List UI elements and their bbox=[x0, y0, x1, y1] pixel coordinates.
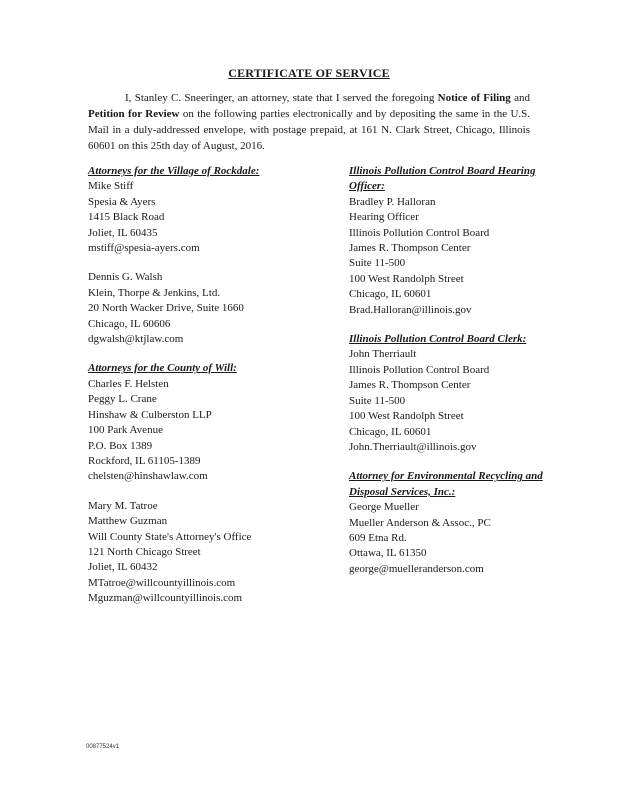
service-party-group bbox=[88, 270, 318, 347]
right-column bbox=[349, 164, 549, 591]
party-address-line: Will County State's Attorney's Office bbox=[88, 530, 252, 543]
party-address-line: 121 North Chicago Street bbox=[88, 545, 201, 558]
party-address-line: Mike Stiff bbox=[88, 180, 134, 193]
party-address-line: Hearing Officer bbox=[349, 211, 419, 224]
party-address-line: Joliet, IL 60432 bbox=[88, 561, 158, 574]
party-address-line: george@muelleranderson.com bbox=[349, 562, 484, 575]
party-address-line: 100 Park Avenue bbox=[88, 424, 163, 437]
party-address-line: Ottawa, IL 61350 bbox=[349, 547, 427, 560]
party-address-line: George Mueller bbox=[349, 501, 419, 514]
page-title: CERTIFICATE OF SERVICE bbox=[228, 66, 390, 80]
service-party-group bbox=[88, 164, 318, 256]
party-address-line: Mueller Anderson & Assoc., PC bbox=[349, 516, 491, 529]
party-address-line: Illinois Pollution Control Board bbox=[349, 363, 490, 376]
party-address-line: Spesia & Ayers bbox=[88, 195, 156, 208]
party-address-line: Suite 11-500 bbox=[349, 257, 406, 270]
party-address-line: 20 North Wacker Drive, Suite 1660 bbox=[88, 302, 244, 315]
service-party-group bbox=[88, 499, 318, 607]
statement-bold-petition: Petition for Review bbox=[88, 108, 180, 120]
party-address-line: 609 Etna Rd. bbox=[349, 531, 407, 544]
party-address-line: Peggy L. Crane bbox=[88, 393, 157, 406]
party-address-line: John Therriault bbox=[349, 348, 417, 361]
party-address-line: Illinois Pollution Control Board bbox=[349, 226, 490, 239]
party-address-line: James R. Thompson Center bbox=[349, 379, 471, 392]
party-heading: Attorneys for the County of Will: bbox=[88, 362, 237, 375]
party-address-line: Chicago, IL 60601 bbox=[349, 425, 432, 438]
party-heading: Attorney for Environmental Recycling and Disposal Services, Inc.: bbox=[349, 470, 543, 498]
party-address-line: Mary M. Tatroe bbox=[88, 499, 158, 512]
statement-text-1: I, Stanley C. Sneeringer, an attorney, state that I served the foregoing bbox=[125, 92, 438, 104]
party-address-line: Chicago, IL 60601 bbox=[349, 288, 432, 301]
party-heading: Illinois Pollution Control Board Clerk: bbox=[349, 333, 527, 346]
party-address-line: 100 West Randolph Street bbox=[349, 410, 464, 423]
party-address-line: Dennis G. Walsh bbox=[88, 271, 163, 284]
party-address-line: Mguzman@willcountyillinois.com bbox=[88, 592, 243, 605]
party-address-line: Brad.Halloran@illinois.gov bbox=[349, 303, 472, 316]
party-address-line: Klein, Thorpe & Jenkins, Ltd. bbox=[88, 286, 221, 299]
statement-text-3: on the following parties electronically and by depositing the same in the U.S. Mail in a duly-addressed envelope, with postage prepaid, at 161 N. Clark Street, Chicago, Illinois 60601 on this 25th day of August, 2016. bbox=[88, 108, 531, 152]
service-party-group bbox=[349, 164, 549, 318]
party-heading: Attorneys for the Village of Rockdale: bbox=[88, 165, 260, 177]
party-address-line: James R. Thompson Center bbox=[349, 242, 471, 255]
party-address-line: Rockford, IL 61105-1389 bbox=[88, 454, 201, 467]
party-address-line: dgwalsh@ktjlaw.com bbox=[88, 333, 184, 346]
party-address-line: Chicago, IL 60606 bbox=[88, 317, 171, 330]
left-column bbox=[88, 164, 318, 621]
party-heading: Illinois Pollution Control Board Hearing Officer: bbox=[349, 165, 536, 193]
service-party-group bbox=[88, 361, 318, 484]
party-address-line: John.Therriault@illinois.gov bbox=[349, 440, 477, 453]
service-party-group bbox=[349, 469, 549, 577]
party-address-line: mstiff@spesia-ayers.com bbox=[88, 242, 200, 255]
service-statement bbox=[88, 90, 530, 154]
party-address-line: 1415 Black Road bbox=[88, 211, 165, 224]
statement-text-2: and bbox=[510, 92, 530, 104]
party-address-line: Suite 11-500 bbox=[349, 394, 406, 407]
statement-bold-notice: Notice of Filing bbox=[437, 92, 511, 104]
party-address-line: MTatroe@willcountyillinois.com bbox=[88, 576, 236, 589]
document-id: 00877524v1 bbox=[86, 744, 120, 750]
party-address-line: Matthew Guzman bbox=[88, 515, 168, 528]
party-address-line: Charles F. Helsten bbox=[88, 377, 169, 390]
service-party-group bbox=[349, 332, 549, 455]
party-address-line: Bradley P. Halloran bbox=[349, 195, 436, 208]
party-address-line: P.O. Box 1389 bbox=[88, 439, 153, 452]
party-address-line: chelsten@hinshawlaw.com bbox=[88, 470, 208, 483]
party-address-line: 100 West Randolph Street bbox=[349, 272, 464, 285]
party-address-line: Joliet, IL 60435 bbox=[88, 226, 158, 239]
party-address-line: Hinshaw & Culberston LLP bbox=[88, 408, 212, 421]
